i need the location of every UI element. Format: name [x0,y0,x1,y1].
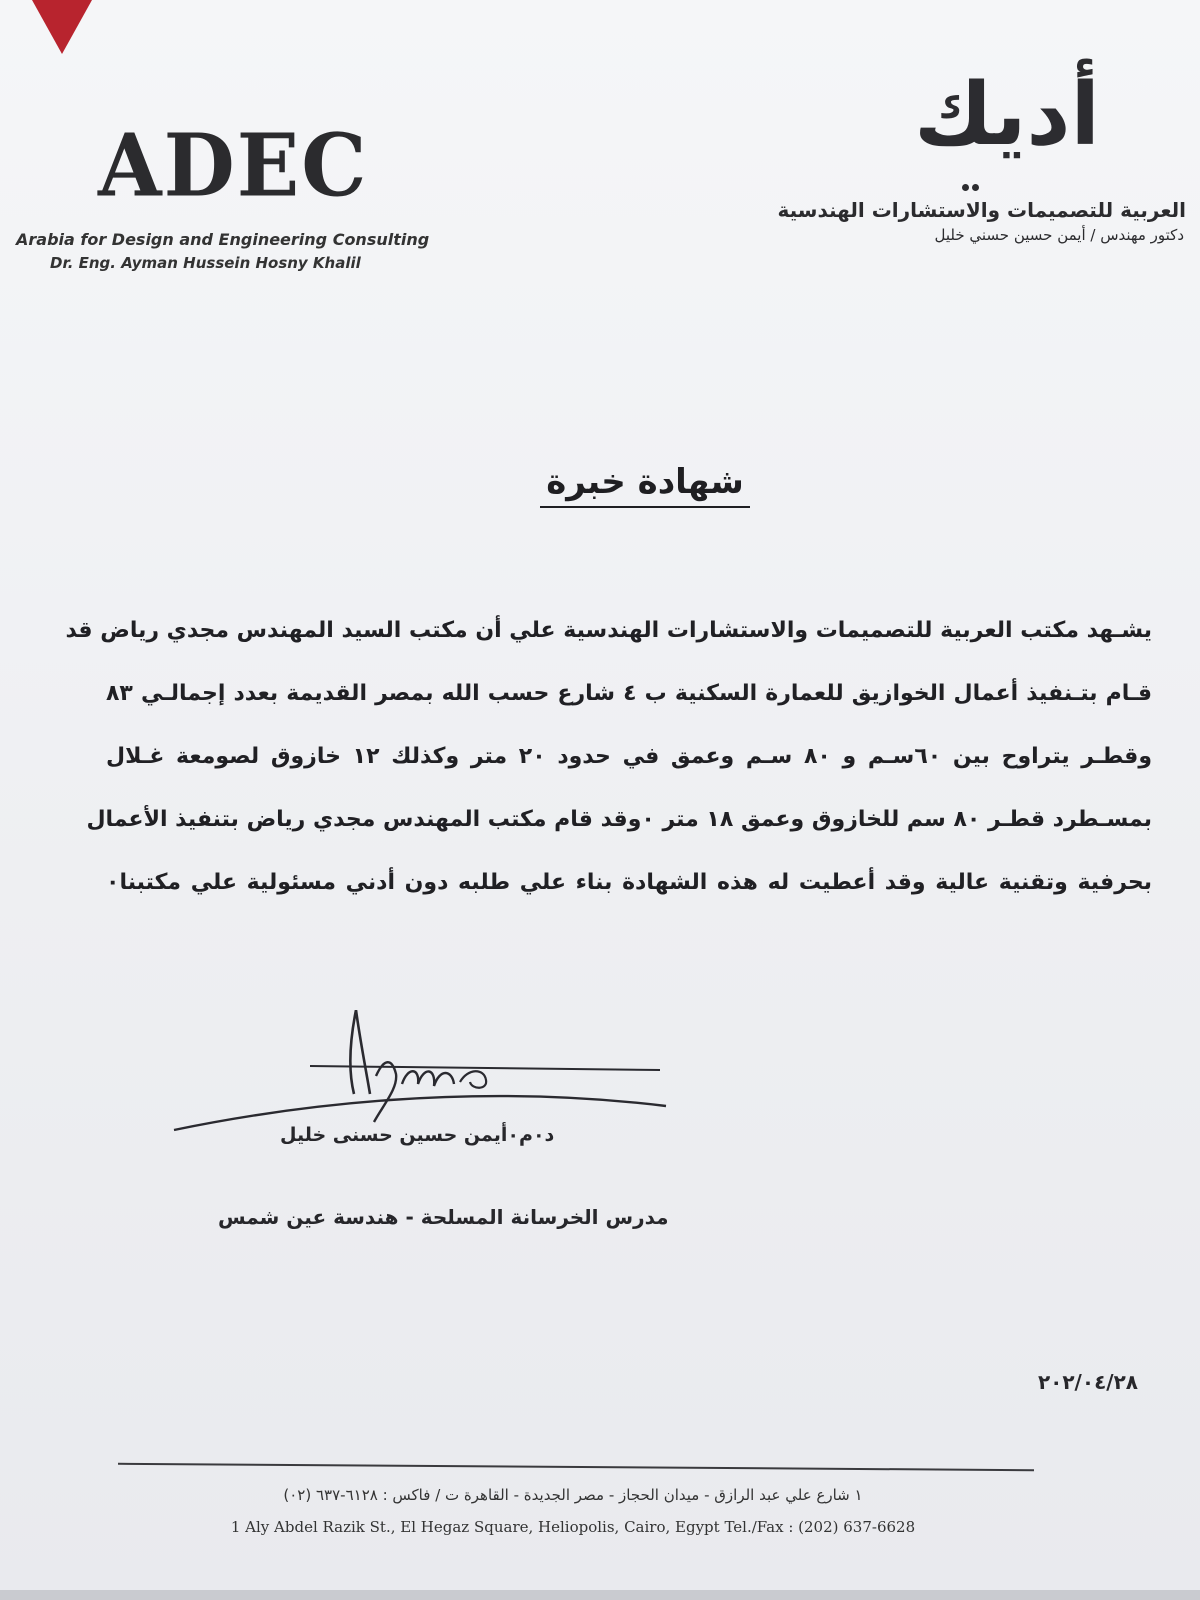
document-title: شهادة خبرة [540,462,750,508]
red-corner-mark [32,0,92,54]
logo-ar: أديك [914,65,1100,165]
body-line: بمسـطرد قطـر ٨٠ سم للخازوق وعمق ١٨ متر ٠وقد قام مكتب المهندس مجدي رياض بتنفيذ الأعمال [86,807,1152,832]
owner-name-ar: دكتور مهندس / أيمن حسين حسني خليل [934,226,1184,244]
body-line: بحرفية وتقنية عالية وقد أعطيت له هذه الشهادة بناء علي طلبه دون أدني مسئولية علي مكتبنا٠ [106,870,1152,895]
signature-loop-stroke [460,1071,486,1088]
document-date: ٢٠٢/٠٤/٢٨ [1037,1370,1138,1394]
footer-divider [118,1463,1034,1471]
signature-cross-stroke [310,1066,660,1070]
body-line: يشـهد مكتب العربية للتصميمات والاستشارات الهندسية علي أن مكتب السيد المهندس مجدي رياض قد [65,618,1152,643]
page-bottom-edge [0,1590,1200,1600]
logo-en: ADEC [98,115,369,217]
body-line: قـام بتـنفيذ أعمال الخوازيق للعمارة السكنية ب ٤ شارع حسب الله بمصر القديمة بعدد إجمالـي ٨٣ [106,681,1152,706]
footer-address-ar: ١ شارع علي عبد الرازق - ميدان الحجاز - مصر الجديدة - القاهرة ت / فاكس : ٦١٢٨-٦٣٧ (٠٢) [283,1486,863,1504]
logo-dots-icon [962,176,982,184]
signature-a-stroke [350,1010,370,1094]
company-name-ar: العربية للتصميمات والاستشارات الهندسية [777,198,1186,222]
signatory-name: د٠م٠أيمن حسين حسنى خليل [280,1124,555,1146]
certificate-body [65,618,1152,935]
body-line: وقطـر يتراوح بين ٦٠سـم و ٨٠ سـم وعمق في حدود ٢٠ متر وكذلك ١٢ خازوق لصومعة غـلال [106,744,1152,769]
signatory-title: مدرس الخرسانة المسلحة - هندسة عين شمس [218,1205,669,1229]
company-name-en: Arabia for Design and Engineering Consulting [16,230,430,249]
owner-name-en: Dr. Eng. Ayman Hussein Hosny Khalil [50,254,361,272]
footer-address-en: 1 Aly Abdel Razik St., El Hegaz Square, Heliopolis, Cairo, Egypt Tel./Fax : (202) 637-6628 [230,1518,916,1536]
document-title-wrap [0,462,1200,502]
signature-y-stroke [374,1062,396,1122]
signature-m-stroke [402,1071,454,1086]
